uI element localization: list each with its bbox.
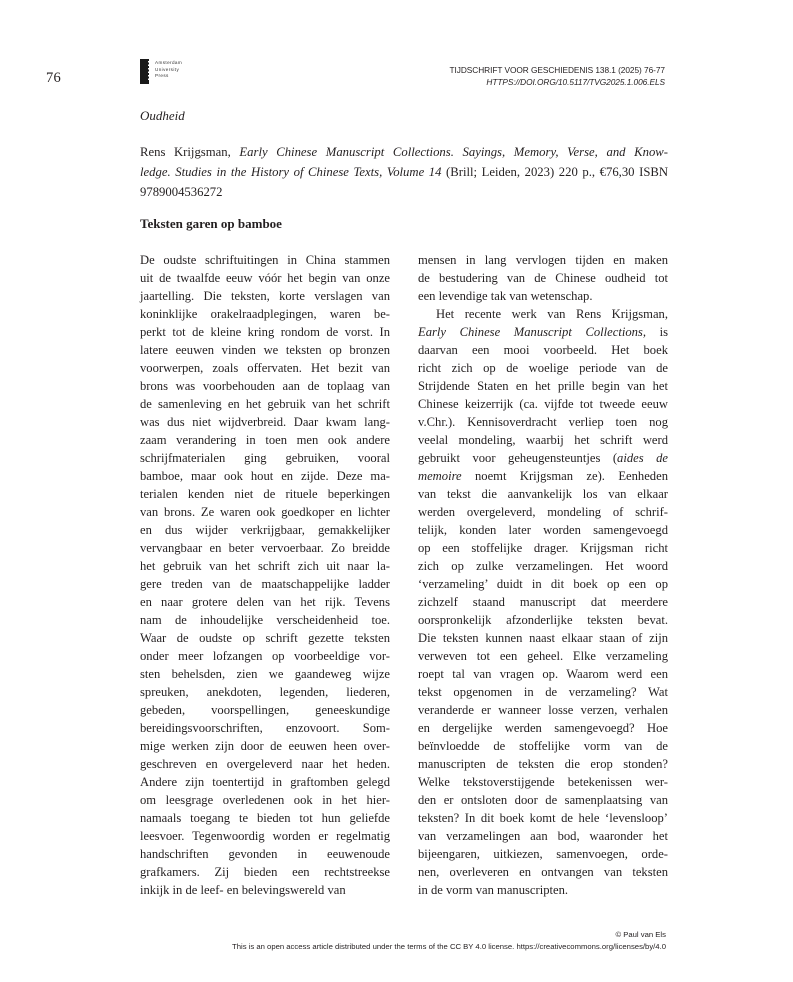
citation-text: (Brill; Leiden, 2023) 220 p., €76,30 ISBN <box>441 165 669 179</box>
citation-text: 9789004536272 <box>140 185 223 199</box>
body-text: om leesgrage overledenen ook in het hier- <box>140 793 390 807</box>
body-text-line <box>140 701 390 719</box>
body-text-line <box>140 791 390 809</box>
body-text-line <box>418 305 668 323</box>
body-text: teksten? In dit boek komt de hele ‘levensloop’ <box>418 811 668 825</box>
body-text: telijk, konden later worden samengevoegd <box>418 523 668 537</box>
italic-text: memoire <box>418 469 462 483</box>
body-text: jaartelling. Die teksten, korte verslagen van <box>140 289 390 303</box>
body-text-line <box>418 647 668 665</box>
body-text: grafkamers. Zij bieden een rechtstreekse <box>140 865 390 879</box>
body-text-line <box>418 413 668 431</box>
body-text: en naar grotere delen van het rijk. Tevens <box>140 595 390 609</box>
body-text: ‘verzameling’ duidt in dit boek op een op <box>418 577 668 591</box>
italic-text: aides de <box>617 451 668 465</box>
citation-line <box>140 162 668 182</box>
citation-line <box>140 182 668 202</box>
body-text: Het recente werk van Rens Krijgsman, <box>436 307 668 321</box>
body-text-line <box>418 773 668 791</box>
body-text: nen, overleveren en ontvangen van teksten <box>418 865 668 879</box>
body-text-line <box>140 575 390 593</box>
left-column <box>140 251 390 899</box>
body-text: namaals toegang te bieden tot hun geliefde <box>140 811 390 825</box>
body-text-line <box>418 323 668 341</box>
body-text: Waar de oudste op schrift gezette teksten <box>140 631 390 645</box>
license-notice: This is an open access article distributed under the terms of the CC BY 4.0 license. https://creativecommons.org/licenses/by/4.0 <box>232 941 666 951</box>
body-text-line <box>140 719 390 737</box>
body-text-line <box>418 503 668 521</box>
body-text: gebeden, voorspellingen, geneeskundige <box>140 703 390 717</box>
body-text: mensen in lang vervlogen tijden en maken <box>418 253 668 267</box>
body-text-line <box>418 377 668 395</box>
body-text: latere eeuwen vinden we teksten op bronzen <box>140 343 390 357</box>
body-text-line <box>418 863 668 881</box>
body-text-line <box>140 413 390 431</box>
body-text-line <box>418 341 668 359</box>
body-text-line <box>140 341 390 359</box>
body-text-line <box>418 719 668 737</box>
publisher-logo <box>140 59 182 85</box>
body-text-line <box>140 593 390 611</box>
body-text-line <box>418 845 668 863</box>
citation-text: Rens Krijgsman, <box>140 145 240 159</box>
body-text: Die teksten kunnen naast elkaar staan of zijn <box>418 631 668 645</box>
body-text: werden overgeleverd, mondeling of schrif- <box>418 505 668 519</box>
body-text: vervangbaar en beter vervoerbaar. Zo breidde <box>140 541 390 555</box>
body-text: noemt Krijgsman ze). Eenheden <box>461 469 668 483</box>
body-text: inkijk in de leef- en belevingswereld van <box>140 883 346 897</box>
doi-link[interactable]: HTTPS://DOI.ORG/10.5117/TVG2025.1.006.ELS <box>486 77 665 87</box>
body-text-line <box>418 431 668 449</box>
body-text-line <box>140 503 390 521</box>
body-text-line <box>140 521 390 539</box>
body-text-line <box>140 737 390 755</box>
body-text-line <box>140 755 390 773</box>
body-text-line <box>140 431 390 449</box>
body-text-line <box>418 575 668 593</box>
body-text: daarvan een mooi voorbeeld. Het boek <box>418 343 668 357</box>
body-text: was dus niet wijdverbreid. Daar kwam lang- <box>140 415 390 429</box>
body-text: verweven tot een geheel. Elke verzameling <box>418 649 668 663</box>
body-text-line <box>418 611 668 629</box>
body-text-line <box>418 521 668 539</box>
body-text: nam de inhoudelijke verscheidenheid toe. <box>140 613 390 627</box>
body-text-line <box>418 287 668 305</box>
body-text: terialen kenden niet de rituele beperkingen <box>140 487 390 501</box>
body-text: en dus wijder verkrijgbaar, gemakkelijker <box>140 523 390 537</box>
body-text: de bestudering van de Chinese oudheid tot <box>418 271 668 285</box>
body-text-line <box>140 539 390 557</box>
body-text: sten behelsden, zien we gaandeweg wijze <box>140 667 390 681</box>
body-text-line <box>418 701 668 719</box>
body-text-line <box>418 269 668 287</box>
body-text-line <box>418 395 668 413</box>
body-text-line <box>418 485 668 503</box>
body-text-line <box>140 881 390 899</box>
body-text: Andere zijn toentertijd in graftomben gelegd <box>140 775 390 789</box>
body-text: oorspronkelijk afzonderlijke teksten bevat. <box>418 613 668 627</box>
article-title: Teksten garen op bamboe <box>140 216 282 231</box>
body-text: brons was voorbehouden aan de toplaag van <box>140 379 390 393</box>
body-text: Welke tekstoverstijgende betekenissen wer- <box>418 775 668 789</box>
body-text: het gebruik van het schrift zich uit naar la- <box>140 559 390 573</box>
body-text: bereidingsvoorschriften, enzovoort. Som- <box>140 721 390 735</box>
body-text: zich op zulke verzamelingen. Het woord <box>418 559 668 573</box>
body-text-line <box>418 683 668 701</box>
publisher-name-line: University <box>155 66 180 72</box>
body-text: leesvoer. Tegenwoordig worden er regelmatig <box>140 829 390 843</box>
body-text-line <box>418 557 668 575</box>
body-text-line <box>140 485 390 503</box>
body-text: uit de twaalfde eeuw vóór het begin van onze <box>140 271 390 285</box>
body-text: van verzamelingen aan bod, waaronder het <box>418 829 668 843</box>
section-label: Oudheid <box>140 108 185 123</box>
body-text: handschriften gevonden in eeuwenoude <box>140 847 390 861</box>
body-text-line <box>140 467 390 485</box>
body-text-line <box>418 791 668 809</box>
body-text: veranderde er wanneer losse verzen, verhalen <box>418 703 668 717</box>
body-text-line <box>418 629 668 647</box>
body-text: gebruikt voor geheugensteuntjes ( <box>418 451 618 465</box>
body-text-line <box>140 611 390 629</box>
publisher-name <box>155 59 182 80</box>
body-text: v.Chr.). Kennisoverdracht verliep toen nog <box>418 415 668 429</box>
body-text-line <box>140 557 390 575</box>
right-column <box>418 251 668 899</box>
body-text-line <box>140 665 390 683</box>
body-text-line <box>418 359 668 377</box>
amsterdam-university-press-logo-icon <box>140 59 149 84</box>
body-text-line <box>418 809 668 827</box>
body-text-line <box>140 377 390 395</box>
publisher-name-line: Amsterdam <box>155 60 183 65</box>
citation-title-text: ledge. Studies in the History of Chinese Texts, Volume 14 <box>140 165 442 179</box>
body-text: koninklijke orakelraadplegingen, waren be- <box>140 307 390 321</box>
body-text: een levendige tak van wetenschap. <box>418 289 593 303</box>
body-text-line <box>418 449 668 467</box>
body-text-line <box>140 287 390 305</box>
body-text: De oudste schriftuitingen in China stammen <box>140 253 390 267</box>
body-text-line <box>140 809 390 827</box>
citation-title-text: Early Chinese Manuscript Collections. Sayings, Memory, Verse, and Know- <box>239 145 668 159</box>
copyright-notice: © Paul van Els <box>615 930 666 939</box>
page-number: 76 <box>46 70 62 86</box>
body-text: gere treden van de maatschappelijke ladder <box>140 577 390 591</box>
italic-text: Early Chinese Manuscript Collections, <box>418 325 646 339</box>
body-text: roept tal van vragen op. Waarom werd een <box>418 667 668 681</box>
body-text-line <box>140 395 390 413</box>
body-text: manuscripten de teksten die erop stonden? <box>418 757 668 771</box>
body-text: spreuken, anekdoten, legenden, liederen, <box>140 685 390 699</box>
body-text: veelal mondeling, waarbij het schrift werd <box>418 433 668 447</box>
body-text-line <box>140 827 390 845</box>
body-text: zichzelf staand manuscript dat meerdere <box>418 595 668 609</box>
footer <box>232 929 666 952</box>
body-text-line <box>140 251 390 269</box>
body-text-line <box>140 773 390 791</box>
body-text: en dergelijke werden samengevoegd? Hoe <box>418 721 668 735</box>
body-text: Chinese keizerrijk (ca. vijfde tot tweede eeuw <box>418 397 668 411</box>
body-text-line <box>140 305 390 323</box>
body-text-line <box>140 323 390 341</box>
body-text: beïnvloedde de stoffelijke vorm van de <box>418 739 668 753</box>
body-text: op een stoffelijke drager. Krijgsman richt <box>418 541 668 555</box>
body-text: onder meer lofzangen op voorbeeldige vor- <box>140 649 390 663</box>
body-text: bijeengaren, uitkiezen, samenvoegen, orde- <box>418 847 668 861</box>
book-citation <box>140 142 668 202</box>
body-text-line <box>418 827 668 845</box>
body-text-line <box>140 683 390 701</box>
body-text-line <box>140 647 390 665</box>
journal-header <box>449 64 665 88</box>
body-text-line <box>418 881 668 899</box>
body-text: tekst opgenomen in de verzameling? Wat <box>418 685 668 699</box>
body-text: zaam verandering in toen men ook andere <box>140 433 390 447</box>
body-text-line <box>140 863 390 881</box>
body-text: schrijfmaterialen ging gebruiken, vooral <box>140 451 390 465</box>
publisher-name-line: Press <box>155 73 169 78</box>
body-text: van brons. Ze waren ook goedkoper en lichter <box>140 505 390 519</box>
body-text: van tekst die aanvankelijk los van elkaar <box>418 487 668 501</box>
body-text: is <box>645 325 668 339</box>
body-text-line <box>418 251 668 269</box>
body-text-line <box>140 629 390 647</box>
body-text: bamboe, maar ook hout en zijde. Deze ma- <box>140 469 390 483</box>
body-text-line <box>140 449 390 467</box>
body-text-line <box>418 467 668 485</box>
body-text: perkt tot de kleine kring rondom de vorst. In <box>140 325 390 339</box>
body-text-line <box>418 665 668 683</box>
body-text-line <box>140 269 390 287</box>
body-text-line <box>418 593 668 611</box>
body-text-line <box>418 539 668 557</box>
citation-line <box>140 142 668 162</box>
body-text-line <box>418 737 668 755</box>
body-text: richt zich op de woelige periode van de <box>418 361 668 375</box>
body-text: den er ontsloten door de samenplaatsing van <box>418 793 668 807</box>
body-text: in de vorm van manuscripten. <box>418 883 569 897</box>
body-text: mige werken zijn door de eeuwen heen over- <box>140 739 390 753</box>
body-text-line <box>418 755 668 773</box>
body-text-line <box>140 359 390 377</box>
journal-citation: TIJDSCHRIFT VOOR GESCHIEDENIS 138.1 (2025) 76-77 <box>449 65 665 75</box>
body-text-line <box>140 845 390 863</box>
body-text: geschreven en overgeleverd naar het heden. <box>140 757 390 771</box>
body-text: de samenleving en het gebruik van het schrift <box>140 397 390 411</box>
body-text: voorwerpen, zoals offervaten. Het bezit van <box>140 361 390 375</box>
body-text: Strijdende Staten en het prille begin van het <box>418 379 668 393</box>
